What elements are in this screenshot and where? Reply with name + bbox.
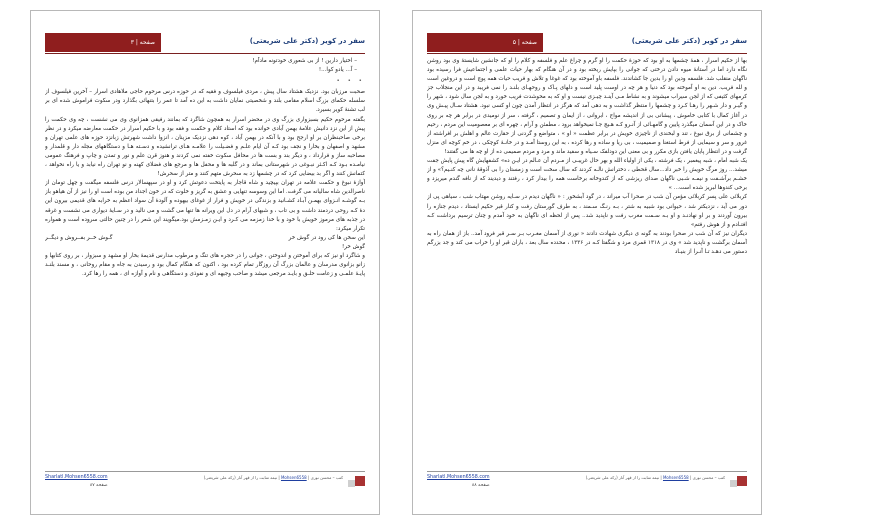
paragraph: بها از حکیم اسرار ، همهٔ چشمها به او بود که حوزهٔ حکمت را او گرم و چراغ علم و فلسفه و کلام را او که جانشین شایستهٔ وی بود روشن نگاه دارد اما در آستانهٔ میوه دادن درختی که جوانی را بپایش ریخته بود و در آن هنگام که بهار حیات علمی و اجتماعیش فرا رسیده بود ناگهان منقلب شد. فلسفه ودین او را بدین جا کشاندند. فلسفه باو آموخته بود که غوغا و تلاش و فریب حیات همه پوچ است و دروغین است و لله فریب. دین به او آموخته بود که دنیا و هر چه در اوست پلید است و دلهای پـاک و روحهـای بلنـد را نمی فریبد و در این منجلاب جز کرمهای کثیفی که از لجن سیراب میشوند و به نشاط مـی آینـد چیـزی نیست و او که به محوشدت فریب خورد و به لجن سال شود ، شهر را و گیـر و دار شـهر را رهـا کـرد و چشمها را منتظر گذاشت و به دهی آمد که هرگز در انتظار آمدن چون او کسی نبود. هشتاد سـال پیـش وی در آغاز کمال با کتابی خاموش ، پیشانی بی از اندیشه مواج ، ابروانی ، از ایمان و تصمیم ، گرفته ، سر از نومیدی در برابر هر چه بر روی خاک و در این آسمان میگذرد پایین و گامهـائی از آنـرو کـه هـیچ جـا نمیخواهد برود ، مطمئن و آرام ، چهره ای بر معصومیت این مردم ، رحیم و چشمانی از برق نبوغ ، تند و لبخندی از ناچیزی خویش در برابر عظمت « او » ، متواضع و گردنی از حقارت عالم و اهلش بر افراشته از غرور و سر و سیمایی از فرط استغنا و صمیمیت ، بی ریا و ساده و رها کرده ، به این روستا آمـد و در خانـهٔ کوچکی ، در خم کوچه ای منزل گرفت و در انتظار پایان یافتن بازی مکرر و بی معنی این دودلفک سـیاه و سفید ماند و مرد و مردم صمیمی ده از او چه ها می گفتند! [427,58,747,155]
poem-block [45,57,365,75]
paragraph: صحبت مرزبان بود. نزدیک هشتاد سال پیش ، مردی فیلسوف و فقیه که در حوزه درس مرحوم حاجی ملاهادی اسرار – آخرین فیلسوف از سلسله حکمای بزرگ اسلام مقامی بلند و شخصیتی نمایان داشت به این ده آمد تا عمر را بتنهائی بگذارد ودر سکوت فراموش شده ای بر لب تشنهٔ کویر بسیرد. [45,89,365,114]
page-header [45,33,365,54]
document-page-left [30,10,380,515]
poem-line: – اختیار دارین ! از بی شعوری خودتونه ماداَم! [252,58,357,64]
page-body [427,57,747,466]
verse-end: گوش خر! [342,243,365,250]
verse-right: این سخن ها کی رود در گوش خر [288,234,365,241]
footer-credits: کتب – محسن نوری | Mohsen6558 | نیمه منابت را از قهر آنار (رکه علی شریعتی) [585,475,725,480]
footer-email-link[interactable]: Sharlatl.Mohsen6558.com [427,475,490,480]
header-title: سفر در کویر (دکتر علی شریعتی) [631,37,747,45]
footer-page-number: صفحه ۸۸ [471,483,490,488]
paragraph: آوازهٔ نبوغ و حکمت علامه در تهران بپیچید و شاه قاجار به پایتخت دعوتش کرد و او در سپهسالار درس فلسفه میگفت و چهل تومان از ناصرالدین شاه سالیانه می گرفت. اما این وسوسه تنهایی و عشق به گریز و خلوت که در خون اجداد من بوده است او را نیز از آن هیاهو باز بـه گوشـه انـزوای بهمـن آبـاد کشـانید و بزندگی در خویش و فرار از غوغای بیهوده و آلودهٔ آن سواد اعظم به خرابه های قدیمی بیرون این دهٔ کـه روحی دردمند داشت و بی تاب ، و شبهای آرام در دل این ویرانه ها تنها می گشت و می نالید و در سـایهٔ دیواری می نشست و غرقه در جذبه های مرموز خویش با خود و با خدا زمزمه می کـرد و ایـن زمـزمش بود.میگویند این شعر را در چنین حالتی سروده است و همواره تکرار میکرد: [45,180,365,232]
footer-gray-square [730,480,737,487]
footer-email-link[interactable]: Sharlatl.Mohsen6558.com [45,475,108,480]
footer-red-square [355,476,365,486]
paragraph: کربلائی علی پسر کربلائی مؤمن آن شب در صحرا آب میراند ، در گود آبشخور : « ناگهان دیدم در سـایه روشن مهتاب شب ، سیاهی پی از دور می آید ، نزدیکتر شد ، حیوانی بود شبیه به شتر ، بـه رنـگ سـمند ، به طرف گورستان رفت و کنار قبر حکیم ایستاد ، دیدم جنازه را بیرون آوردند و بر او نهادنـد و او بـه سـمت مغرب رفت و ناپدید شد.. پس از لحظه ای ناگهان به خود آمدم و چنان ترسیم برداشت کـه افتـادم و از هوش رفتم» [427,194,747,228]
footer-credits: کتب – محسن نوری | Mohsen6558 | نیمه منابت را از قهر آنار (رکه علی شریعتی) [203,475,343,480]
footer-author-link[interactable]: Mohsen6558 [662,475,689,480]
page-header [427,33,747,54]
footer-page-number: صفحه ۸۷ [89,483,108,488]
page-body [45,57,365,466]
paragraph: بگفته مرحوم حکیم بسبزواری بزرگ وی در محضر اسرار به همچون شاگرد که بمانند رفیقی همزانوی وی می نشست ، چه وی حکمت را پیش از این نزد دانیش علامهٔ بهمن آبادی خوانده بود که استاد کلام و حکمت و فقه بود و با حکیم اسرار در حکمت معارضه میکرد و در نظر برخی صاحبنظران بر او ارجح بود و با آنکه در بهمن آباد ، کوه دهی نزدیک مزینان ، انزوا داشت شهرتش زبانزد حوزه های علمی تهران و مشهد و اصفهان و بخارا و نجف بود کـه آن ایام علـم و فضـیلت را علامـه هـای ترانشیده و دسـته هـا و دستگاههای مجله دار و قلمدار و مصاحبه ساز و فرارداد ، و دیگر بند و بست ها در محافل سکوت خفته نمی کردند و هنوز قرن علم و نور و تمدن و چاپ و فرهنگ عمومی نیامـده بـود کـه اکـثر نبـوغی در شهرستانی بماند و در گلبه ها و محفل ها و مرجع های فضلای کهنه و نو تهران راه نیابد و یا راه نخواهد ، کتمانش کنند و اگر بد بیضایی کرد که در چشمها زد به سحرش متهم کنند و متر از سحرش! [45,116,365,178]
footer-left [427,475,490,488]
verse-left: گـوش خــر بفــروش و دیگــر [45,234,113,241]
header-page-box: صفحه | ۳ [45,33,161,52]
page-footer [45,471,365,496]
verse-line [45,234,365,243]
poem-line: – آ... یادو کوا...! [318,67,357,74]
footer-author-link[interactable]: Mohsen6558 [280,475,307,480]
document-page-right [412,10,762,515]
footer-gray-square [348,480,355,487]
page-footer [427,471,747,496]
section-separator: • • • [336,78,365,85]
header-page-box: صفحه | ۵ [427,33,543,52]
header-title: سفر در کویر (دکتر علی شریعتی) [249,37,365,45]
footer-left [45,475,108,488]
paragraph: یک شبه امام ، شبه پیغمبر ، یک فرشته ، یکی از اولیاء الله و بهر حال غریبـی از مـردم آن عـالم در ایـن ده» کشفهایش گاه پیش پایش جفت میشد... روز مرگ خویش را خبر داد...سال قحطی ، دخترانش نالـه کردند که سال سخت است و زمستان را بی آذوقهٔ نانی چه کنـیم؟» و از خشـم برآشـفت و نیمـه شـبی ناگهان صدای ریزشی که از کندوخانه برخاست همه را بیدار کرد ، رفتند و دیدیند که از نافه گندم میریزد و برخی کندوها لبریز شده است... » [427,158,747,192]
paragraph: و شاگرد او نیز که برای آموختن و اندوختن ، جوانی را در حجره های تنگ و مرطوب مدارس قدیمهٔ بخار او مشهد و سبزوار ، بر روی کتابها و زانو بزانوی مدرسان و عالمان بزرگ آن روزگار تمام کرده بود ، اکنون که هنگام کمال بود و رسیدن به جاه و مقام روحانی ، و مسند بلنـد پایـهٔ علمـی و زعامت خلـق و بایـد مرجعی میشد و صاحب وجیهه ای و نفوذی و دستگاهی و نام و آوازه ای ، همه را رها کرد. [45,252,365,278]
paragraph: دیگران نیز که آن شب در صحرا بودند به گونه ی دیگری شهادت دادند « نوری از آسمان مغـرب بـر سـر قبر فرود آمد.. باز از همان راه به آسمان برگشت و ناپدید شد » وی در ۱۳۱۸ قمری مرد و شگفتا کـه در ۱۳۳۶ ، محدده سال بعد ، باران قبر او را خراب می کند و جد بزرگم دستور می دهـد تـا آنـرا از بنیـاد [427,230,747,255]
footer-red-square [737,476,747,486]
